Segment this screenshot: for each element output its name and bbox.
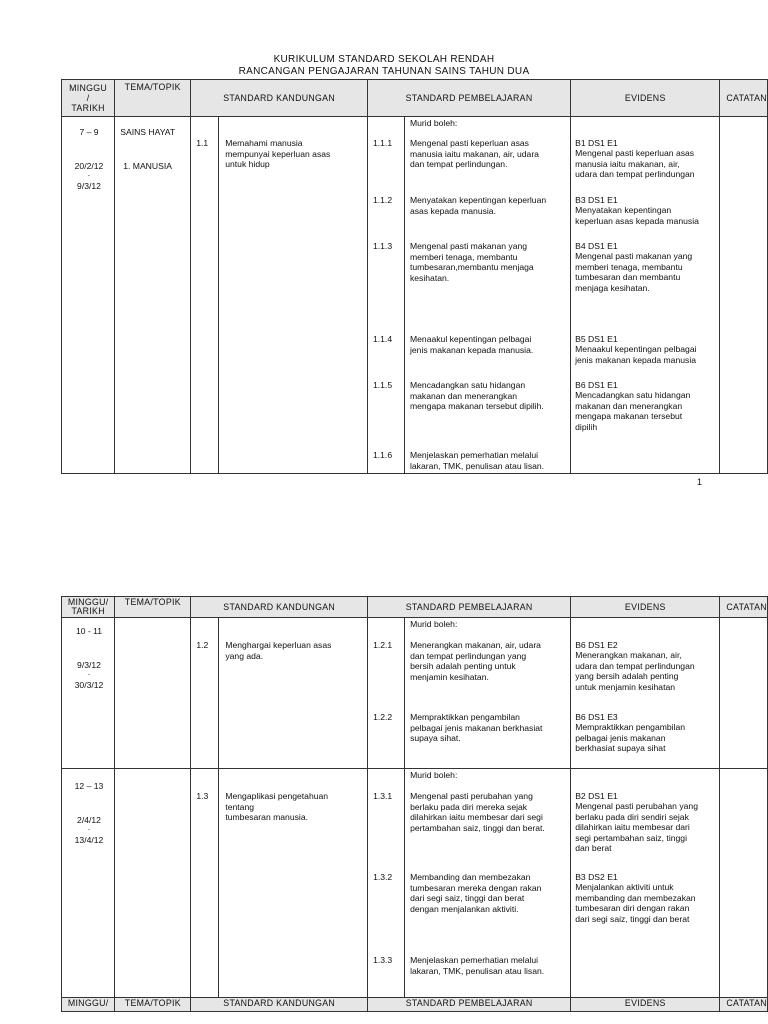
sp-number: 1.1.6 xyxy=(372,450,393,460)
header-tema: TEMA/TOPIK xyxy=(115,597,191,618)
sp-number: 1.1.3 xyxy=(372,241,393,251)
standard-pembelajaran-cell xyxy=(368,769,571,998)
date-separator: - xyxy=(88,173,90,179)
evidens-code: B1 DS1 E1 xyxy=(575,138,618,148)
header-standard-pembelajaran: STANDARD PEMBELAJARAN xyxy=(368,998,571,1012)
tema-cell xyxy=(115,618,191,769)
header-evidens: EVIDENS xyxy=(571,597,720,618)
standard-pembelajaran-cell xyxy=(367,117,570,474)
sk-number: 1.2 xyxy=(196,640,209,650)
standard-kandungan-cell xyxy=(191,117,368,474)
murid-boleh: Murid boleh: xyxy=(410,619,458,629)
plan-table-page-1 xyxy=(61,79,768,474)
standard-kandungan-cell xyxy=(191,769,368,998)
sp-text: Mengenal pasti makanan yang memberi tenaga, membantu tumbesaran,membantu menjaga kesihatan. xyxy=(409,241,534,283)
week-range: 10 - 11 xyxy=(75,626,103,636)
sp-text: Mencadangkan satu hidangan makanan dan menerangkan mengapa makanan tersebut dipilih. xyxy=(409,380,544,412)
header-tema: TEMA/TOPIK xyxy=(115,80,191,117)
sk-text: Mengaplikasi pengetahuan tentang tumbesaran manusia. xyxy=(225,791,329,823)
title-line-2: RANCANGAN PENGAJARAN TAHUNAN SAINS TAHUN DUA xyxy=(238,66,530,77)
tema-cell xyxy=(115,769,191,998)
sk-text: Memahami manusia mempunyai keperluan asas untuk hidup xyxy=(225,138,331,170)
evidens-cell xyxy=(571,117,720,474)
evidens-cell xyxy=(571,769,720,998)
header-minggu: MINGGU / TARIKH xyxy=(62,80,115,117)
evidens-text: Mengenal pasti keperluan asas manusia iaitu makanan, air, udara dan tempat perlindungan xyxy=(575,148,695,180)
date-end: 30/3/12 xyxy=(74,680,104,690)
week-cell xyxy=(62,769,115,998)
date-end: 13/4/12 xyxy=(74,835,104,845)
sp-text: Mempraktikkan pengambilan pelbagai jenis makanan berkhasiat supaya sihat. xyxy=(410,712,543,744)
header-catatan: CATATAN xyxy=(720,998,768,1012)
evidens-text: Mencadangkan satu hidangan makanan dan menerangkan mengapa makanan tersebut dipilih xyxy=(575,390,691,432)
header-standard-kandungan: STANDARD KANDUNGAN xyxy=(191,597,368,618)
evidens-text: Mengenal pasti makanan yang memberi tenaga, membantu tumbesaran dan membantu menjaga kesihatan. xyxy=(575,251,693,293)
evidens-code: B5 DS1 E1 xyxy=(575,334,618,344)
week-range: 7 – 9 xyxy=(79,127,99,137)
header-minggu: MINGGU/ xyxy=(62,998,115,1012)
header-tema: TEMA/TOPIK xyxy=(115,998,191,1012)
evidens-text: Menjalankan aktiviti untuk membanding dan membezakan tumbesaran diri dengan rakan dari segi saiz, tinggi dan berat xyxy=(575,882,696,924)
title-line-1: KURIKULUM STANDARD SEKOLAH RENDAH xyxy=(273,54,495,65)
header-standard-pembelajaran: STANDARD PEMBELAJARAN xyxy=(367,80,570,117)
date-end: 9/3/12 xyxy=(77,181,101,191)
sp-number: 1.3.3 xyxy=(373,955,393,965)
sp-text: Menyatakan kepentingan keperluan asas kepada manusia. xyxy=(409,195,547,216)
sk-number: 1.1 xyxy=(196,138,209,148)
sp-number: 1.2.1 xyxy=(373,640,393,650)
standard-pembelajaran-cell xyxy=(368,618,571,769)
evidens-text: Menaakul kepentingan pelbagai jenis makanan kepada manusia xyxy=(575,344,697,365)
evidens-text: Mengenal pasti perubahan yang berlaku pada diri sendiri sejak dilahirkan iaitu membesar dari segi pertambahan saiz, tinggi dan berat xyxy=(575,801,698,854)
plan-table-page-2 xyxy=(61,596,768,1012)
murid-boleh: Murid boleh: xyxy=(410,770,458,780)
evidens-text: Mempraktikkan pengambilan pelbagai jenis makanan berkhasiat supaya sihat xyxy=(575,722,686,754)
sp-number: 1.1.2 xyxy=(372,195,393,205)
evidens-code: B6 DS1 E3 xyxy=(575,712,618,722)
evidens-text: Menyatakan kepentingan keperluan asas kepada manusia xyxy=(575,205,699,226)
catatan-cell xyxy=(720,117,768,474)
tema-title: SAINS HAYAT xyxy=(120,127,176,137)
week-range: 12 – 13 xyxy=(74,781,104,791)
sp-text: Membanding dan membezakan tumbesaran mereka dengan rakan dari segi saiz, tinggi dan berat dengan menjalankan aktiviti. xyxy=(410,872,542,914)
date-start: 9/3/12 xyxy=(77,660,101,670)
sp-number: 1.1.1 xyxy=(372,138,393,148)
catatan-cell xyxy=(720,769,768,998)
evidens-code: B3 DS1 E1 xyxy=(575,195,618,205)
evidens-code: B2 DS1 E1 xyxy=(575,791,618,801)
header-standard-pembelajaran: STANDARD PEMBELAJARAN xyxy=(368,597,571,618)
evidens-code: B3 DS2 E1 xyxy=(575,872,618,882)
header-minggu: MINGGU/ TARIKH xyxy=(62,597,115,618)
sp-number: 1.1.5 xyxy=(372,380,393,390)
evidens-code: B4 DS1 E1 xyxy=(575,241,618,251)
sp-text: Mengenal pasti perubahan yang berlaku pada diri mereka sejak dilahirkan iaitu membesar dari segi pertambahan saiz, tinggi dan berat. xyxy=(410,791,545,833)
sp-text: Menjelaskan pemerhatian melalui lakaran, TMK, penulisan atau lisan. xyxy=(409,450,545,471)
murid-boleh: Murid boleh: xyxy=(409,118,458,128)
date-separator: - xyxy=(88,827,90,833)
sp-number: 1.3.1 xyxy=(373,791,393,801)
sp-number: 1.1.4 xyxy=(372,334,393,344)
header-evidens: EVIDENS xyxy=(571,80,720,117)
header-standard-kandungan: STANDARD KANDUNGAN xyxy=(191,998,368,1012)
header-evidens: EVIDENS xyxy=(571,998,720,1012)
week-cell xyxy=(62,618,115,769)
header-standard-kandungan: STANDARD KANDUNGAN xyxy=(191,80,368,117)
sk-text: Menghargai keperluan asas yang ada. xyxy=(225,640,332,661)
date-separator: - xyxy=(88,672,90,678)
tema-cell xyxy=(115,117,191,474)
document-title xyxy=(0,54,768,77)
date-start: 2/4/12 xyxy=(77,815,101,825)
sp-text: Menerangkan makanan, air, udara dan tempat perlindungan yang bersih adalah penting untuk menjamin kesihatan. xyxy=(410,640,541,682)
sp-number: 1.3.2 xyxy=(373,872,393,882)
date-start: 20/2/12 xyxy=(74,161,104,171)
catatan-cell xyxy=(720,618,768,769)
page-number: 1 xyxy=(697,477,703,487)
header-catatan: CATATAN xyxy=(720,597,768,618)
standard-kandungan-cell xyxy=(191,618,368,769)
evidens-cell xyxy=(571,618,720,769)
week-cell xyxy=(62,117,115,474)
evidens-code: B6 DS1 E1 xyxy=(575,380,618,390)
sp-text: Mengenal pasti keperluan asas manusia iaitu makanan, air, udara dan tempat perlindungan. xyxy=(409,138,539,170)
sp-number: 1.2.2 xyxy=(373,712,393,722)
evidens-text: Menerangkan makanan, air, udara dan tempat perlindungan yang bersih adalah penting untuk menjamin kesihatan xyxy=(575,650,695,692)
sp-text: Menaakul kepentingan pelbagai jenis makanan kepada manusia. xyxy=(409,334,534,355)
sp-text: Menjelaskan pemerhatian melalui lakaran, TMK, penulisan atau lisan. xyxy=(410,955,545,976)
topik-title: 1. MANUSIA xyxy=(123,161,172,171)
header-catatan: CATATAN xyxy=(720,80,768,117)
sk-number: 1.3 xyxy=(196,791,209,801)
evidens-code: B6 DS1 E2 xyxy=(575,640,618,650)
